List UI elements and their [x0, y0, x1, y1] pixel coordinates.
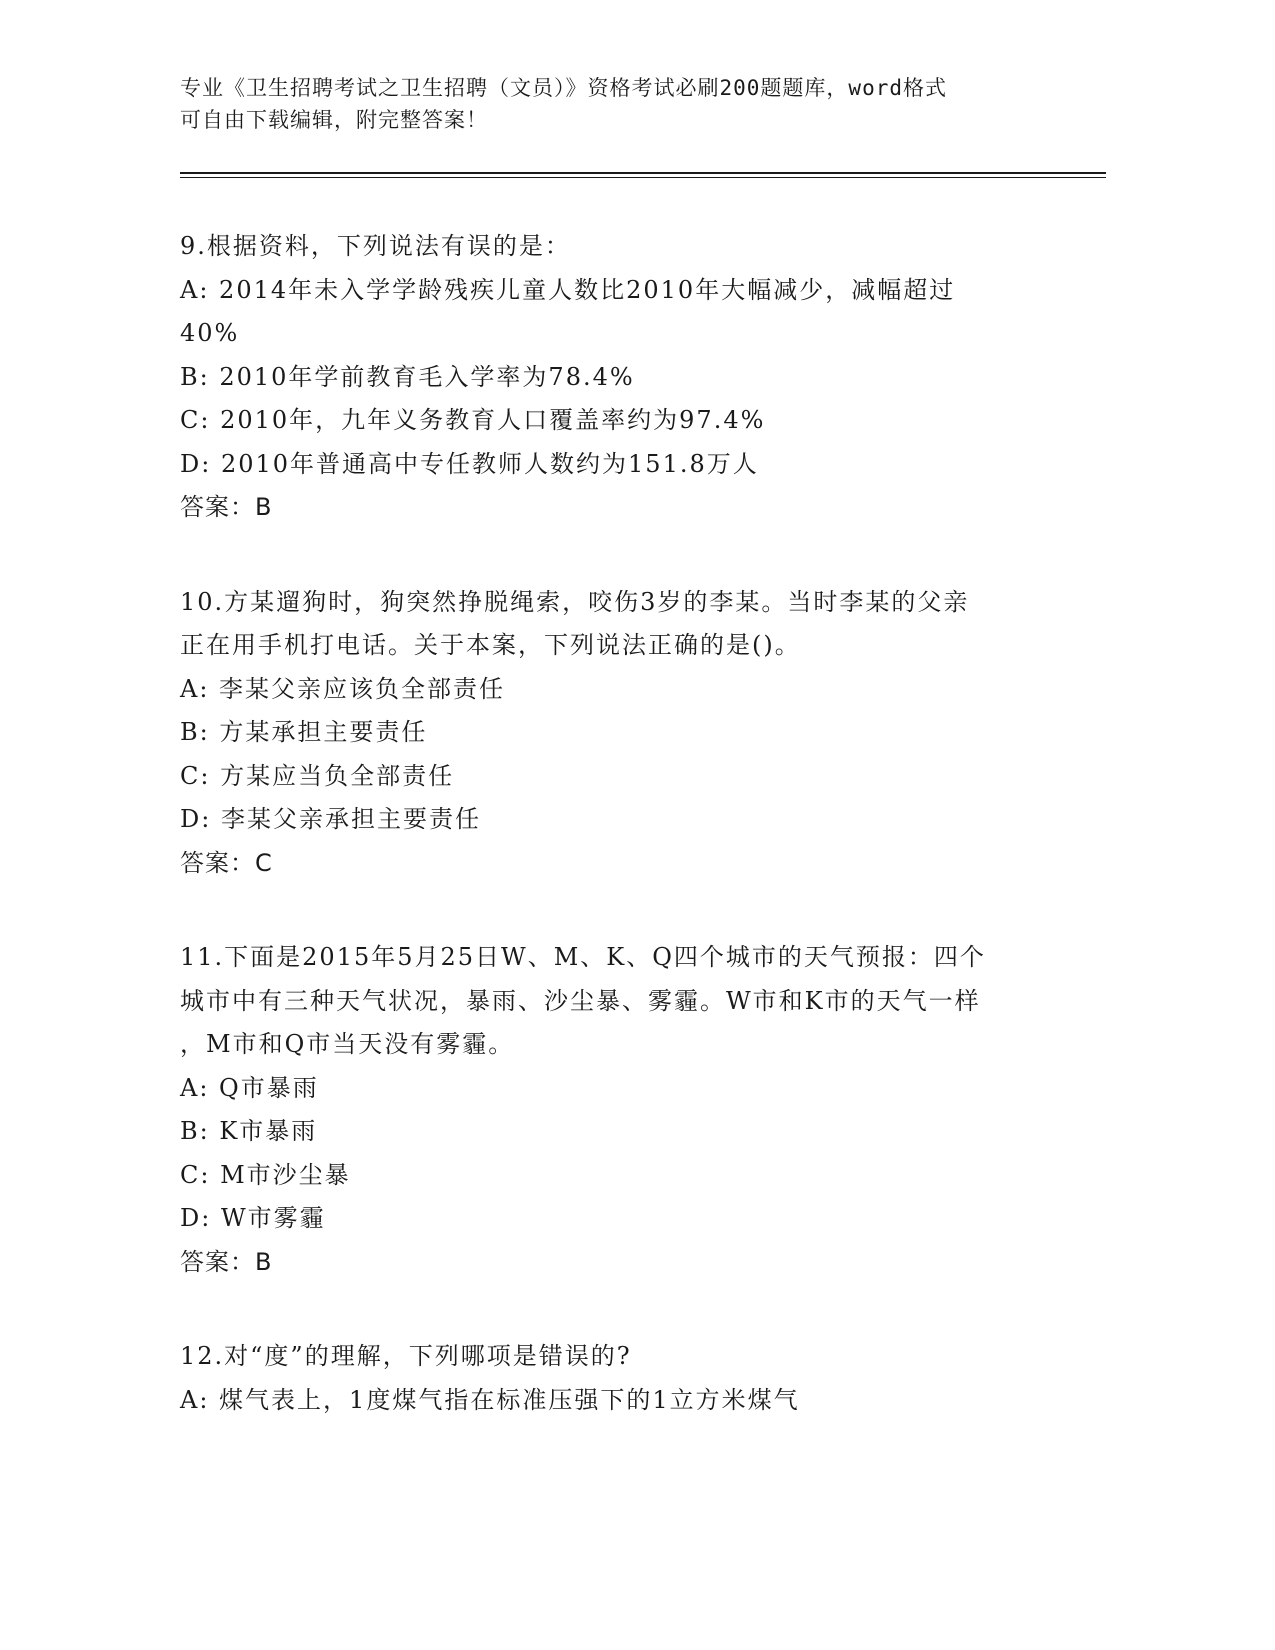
option-a: A: 2014年未入学学龄残疾儿童人数比2010年大幅减少，减幅超过 — [180, 275, 956, 304]
question-stem-continued: 正在用手机打电话。关于本案，下列说法正确的是()。 — [180, 631, 801, 659]
question-11 — [180, 936, 1050, 1284]
option-d: D: 2010年普通高中专任教师人数约为151.8万人 — [180, 449, 759, 478]
header-line-1: 专业《卫生招聘考试之卫生招聘（文员）》资格考试必刷200题题库，word格式 — [180, 76, 947, 100]
option-d: D: 李某父亲承担主要责任 — [180, 805, 481, 833]
option-a: A: 李某父亲应该负全部责任 — [180, 674, 506, 703]
question-stem: 10.方某遛狗时，狗突然挣脱绳索，咬伤3岁的李某。当时李某的父亲 — [180, 587, 970, 616]
option-b: B: K市暴雨 — [180, 1117, 318, 1145]
option-a: A: 煤气表上，1度煤气指在标准压强下的1立方米煤气 — [180, 1385, 800, 1414]
answer-label: 答案：B — [180, 493, 273, 521]
question-stem: 11.下面是2015年5月25日W、M、K、Q四个城市的天气预报：四个 — [180, 943, 986, 971]
question-12 — [180, 1335, 1050, 1422]
question-stem-continued: 城市中有三种天气状况，暴雨、沙尘暴、雾霾。W市和K市的天气一样 — [180, 986, 981, 1015]
option-b: B: 方某承担主要责任 — [180, 718, 428, 746]
header-divider-thick — [180, 172, 1106, 174]
option-c: C: M市沙尘暴 — [180, 1160, 351, 1189]
header-divider-thin — [180, 177, 1106, 178]
question-stem-continued: ，M市和Q市当天没有雾霾。 — [180, 1030, 515, 1058]
option-a: A: Q市暴雨 — [180, 1073, 319, 1102]
header-line-2: 可自由下载编辑，附完整答案！ — [180, 108, 488, 132]
question-stem: 9.根据资料，下列说法有误的是： — [180, 232, 571, 260]
answer-label: 答案：B — [180, 1247, 273, 1276]
document-header — [180, 72, 1060, 136]
question-10 — [180, 581, 1050, 886]
question-9 — [180, 225, 1050, 530]
question-list — [180, 225, 1050, 1473]
option-b: B: 2010年学前教育毛入学率为78.4% — [180, 362, 635, 391]
option-c: C: 方某应当负全部责任 — [180, 761, 455, 790]
question-stem: 12.对“度”的理解，下列哪项是错误的? — [180, 1342, 632, 1370]
option-c: C: 2010年，九年义务教育人口覆盖率约为97.4% — [180, 406, 766, 434]
option-a-continued: 40% — [180, 319, 240, 347]
answer-label: 答案：C — [180, 848, 273, 877]
option-d: D: W市雾霾 — [180, 1204, 326, 1232]
